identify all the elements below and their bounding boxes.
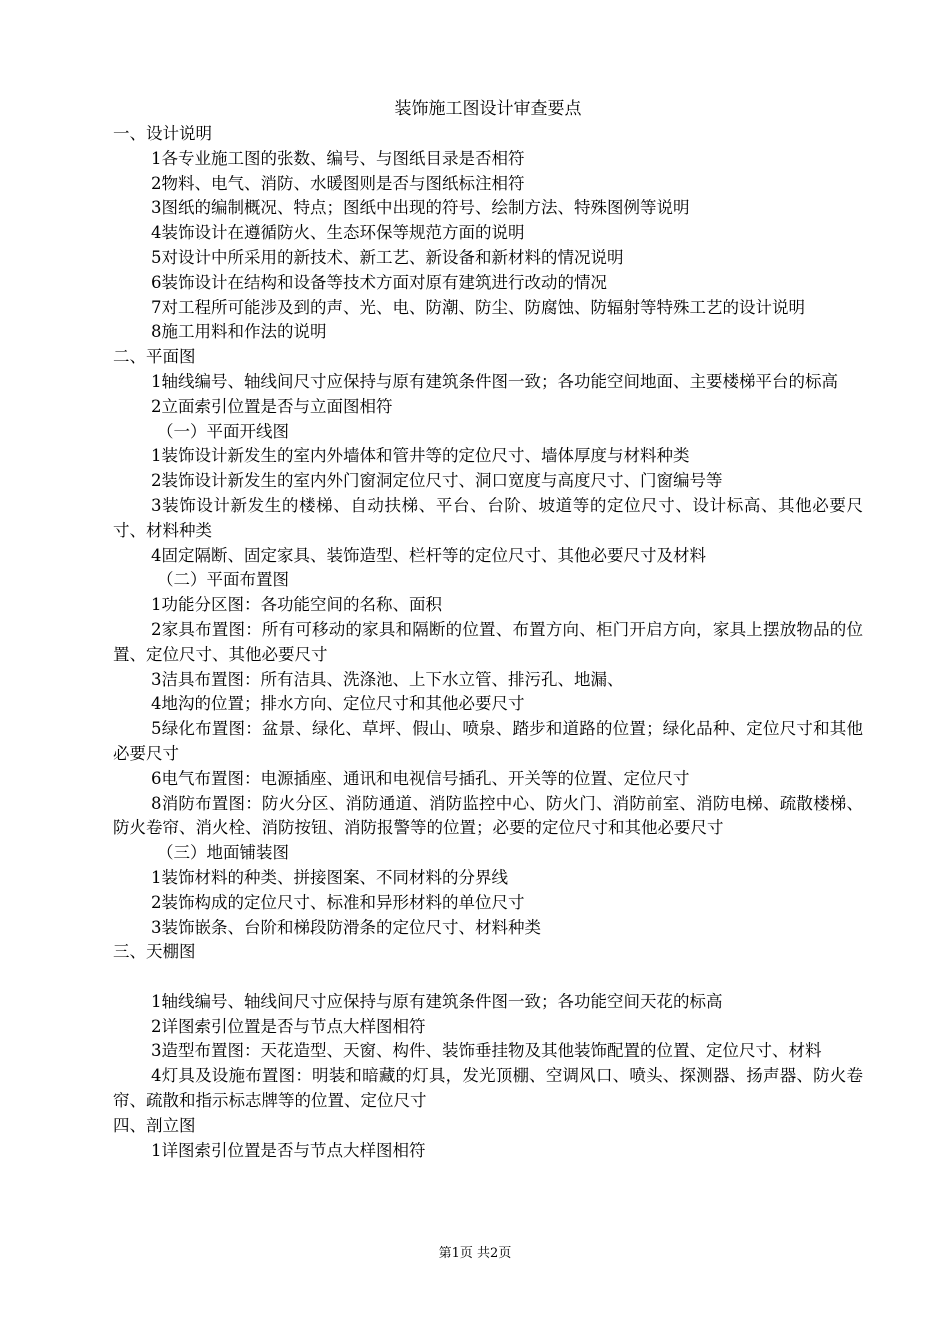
list-item: 2物料、电气、消防、水暖图则是否与图纸标注相符: [151, 173, 525, 193]
list-item: 7对工程所可能涉及到的声、光、电、防潮、防尘、防腐蚀、防辐射等特殊工艺的设计说明: [151, 297, 805, 317]
list-item: 1轴线编号、轴线间尺寸应保持与原有建筑条件图一致；各功能空间天花的标高: [151, 991, 723, 1011]
list-item: 4装饰设计在遵循防火、生态环保等规范方面的说明: [151, 223, 525, 243]
list-item: 3洁具布置图：所有洁具、洗涤池、上下水立管、排污孔、地漏、: [151, 669, 624, 689]
list-item: 2家具布置图：所有可移动的家具和隔断的位置、布置方向、柜门开启方向，家具上摆放物品的位置、定位尺寸、其他必要尺寸: [113, 619, 863, 664]
list-item: 3图纸的编制概况、特点；图纸中出现的符号、绘制方法、特殊图例等说明: [151, 198, 690, 218]
subsection-heading: （二）平面布置图: [157, 570, 289, 590]
section-heading: 四、剖立图: [113, 1115, 196, 1135]
list-item: 5绿化布置图：盆景、绿化、草坪、假山、喷泉、踏步和道路的位置；绿化品种、定位尺寸和其他必要尺寸: [113, 719, 863, 763]
list-item: 1轴线编号、轴线间尺寸应保持与原有建筑条件图一致；各功能空间地面、主要楼梯平台的标高: [151, 371, 838, 391]
list-item: 4固定隔断、固定家具、装饰造型、栏杆等的定位尺寸、其他必要尺寸及材料: [151, 545, 706, 565]
list-item: 8消防布置图：防火分区、消防通道、消防监控中心、防火门、消防前室、消防电梯、疏散楼梯、防火卷帘、消火栓、消防按钮、消防报警等的位置；必要的定位尺寸和其他必要尺寸: [113, 793, 863, 838]
document-page: [113, 96, 863, 1163]
page-footer: 第1页 共2页: [438, 1246, 512, 1261]
list-item: 2详图索引位置是否与节点大样图相符: [151, 1016, 426, 1036]
list-item: 1功能分区图：各功能空间的名称、面积: [151, 595, 442, 615]
list-item: 1各专业施工图的张数、编号、与图纸目录是否相符: [151, 148, 525, 168]
document-title: 装饰施工图设计审查要点: [394, 99, 582, 119]
subsection-heading: （三）地面铺装图: [157, 843, 289, 863]
list-item: 2立面索引位置是否与立面图相符: [151, 396, 393, 416]
document-body: [113, 122, 863, 1163]
list-item: 2装饰构成的定位尺寸、标准和异形材料的单位尺寸: [151, 892, 525, 912]
list-item: 3装饰设计新发生的楼梯、自动扶梯、平台、台阶、坡道等的定位尺寸、设计标高、其他必要尺寸、材料种类: [113, 495, 863, 540]
section-heading: 二、平面图: [113, 347, 196, 367]
list-item: 5对设计中所采用的新技术、新工艺、新设备和新材料的情况说明: [151, 247, 624, 267]
list-item: 4地沟的位置；排水方向、定位尺寸和其他必要尺寸: [151, 694, 525, 714]
section-heading: 三、天棚图: [113, 942, 196, 962]
list-item: 3装饰嵌条、台阶和梯段防滑条的定位尺寸、材料种类: [151, 917, 541, 937]
blank-line: [113, 965, 863, 990]
subsection-heading: （一）平面开线图: [157, 421, 289, 441]
list-item: 4灯具及设施布置图：明装和暗藏的灯具，发光顶棚、空调风口、喷头、探测器、扬声器、防火卷帘、疏散和指示标志牌等的位置、定位尺寸: [113, 1066, 863, 1111]
list-item: 1详图索引位置是否与节点大样图相符: [151, 1140, 426, 1160]
list-item: 1装饰设计新发生的室内外墙体和管井等的定位尺寸、墙体厚度与材料种类: [151, 446, 690, 466]
list-item: 1装饰材料的种类、拼接图案、不同材料的分界线: [151, 867, 508, 887]
list-item: 2装饰设计新发生的室内外门窗洞定位尺寸、洞口宽度与高度尺寸、门窗编号等: [151, 471, 723, 491]
section-heading: 一、设计说明: [113, 124, 212, 143]
list-item: 8施工用料和作法的说明: [151, 322, 327, 342]
list-item: 3造型布置图：天花造型、天窗、构件、装饰垂挂物及其他装饰配置的位置、定位尺寸、材料: [151, 1041, 822, 1061]
list-item: 6电气布置图：电源插座、通讯和电视信号插孔、开关等的位置、定位尺寸: [151, 768, 690, 788]
list-item: 6装饰设计在结构和设备等技术方面对原有建筑进行改动的情况: [151, 272, 607, 292]
